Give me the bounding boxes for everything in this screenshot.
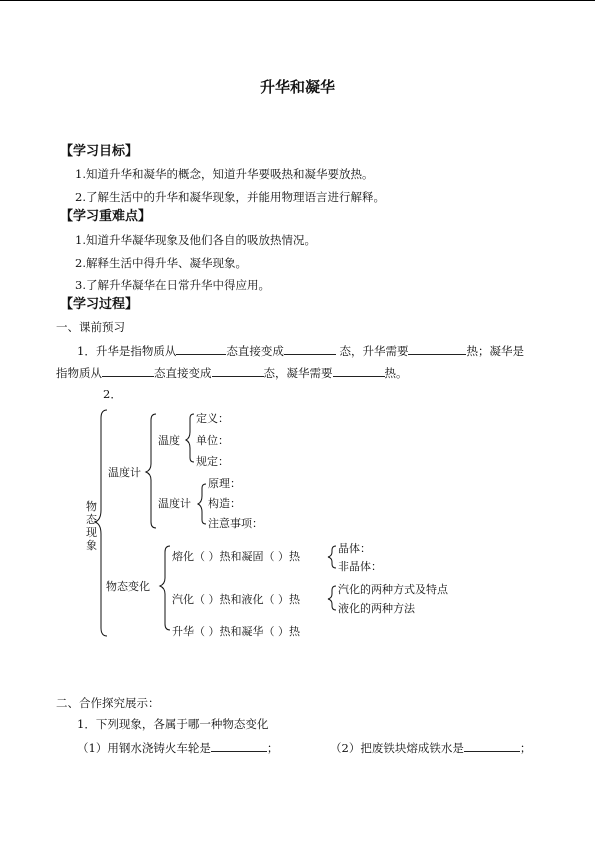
section-2-item-1 xyxy=(77,740,278,755)
q1-text-a: 1．升华是指物质从 xyxy=(77,344,177,358)
q1-text-g: 态，凝华需要 xyxy=(263,366,333,380)
diagram-change-group: 物态变化 xyxy=(106,580,150,593)
goals-header: 【学习目标】 xyxy=(60,144,139,159)
diagram-vapor-ways: 汽化的两种方式及特点 xyxy=(338,583,448,596)
q1-text-c: 态，升华需要 xyxy=(335,344,409,358)
keypoints-header: 【学习重难点】 xyxy=(60,209,152,224)
goal-item-2: 2.了解生活中的升华和凝华现象，并能用物理语言进行解释。 xyxy=(75,190,385,204)
process-header: 【学习过程】 xyxy=(60,297,139,312)
diagram-temperature: 温度 xyxy=(158,434,180,447)
goal-item-1: 1.知道升华和凝华的概念，知道升华要吸热和凝华要放热。 xyxy=(75,167,374,181)
diagram-root-label: 物态现象 xyxy=(86,500,97,552)
diagram-liquefy-ways: 液化的两种方法 xyxy=(338,602,415,615)
diagram-definition: 定义： xyxy=(196,412,229,425)
diagram-unit: 单位： xyxy=(196,434,229,447)
blank-field[interactable] xyxy=(464,740,520,752)
page-title: 升华和凝华 xyxy=(259,78,335,96)
diagram-melt-row: 熔化（ ）热和凝固（ ）热 xyxy=(172,550,300,563)
q1-text-e: 指物质从 xyxy=(56,366,102,380)
diagram-sub-row: 升华（ ）热和凝华（ ）热 xyxy=(172,625,300,638)
diagram-vapor-row: 汽化（ ）热和液化（ ）热 xyxy=(172,593,300,606)
blank-field[interactable] xyxy=(211,740,267,752)
q1-text-f: 态直接变成 xyxy=(154,366,212,380)
item-2-text: （2）把废铁块熔成铁水是 xyxy=(330,741,464,755)
diagram-thermo: 温度计 xyxy=(158,497,191,510)
diagram-thermometer-group: 温度计 xyxy=(108,466,141,479)
section-1-heading: 一、课前预习 xyxy=(56,320,125,334)
question-2-label: 2． xyxy=(103,387,122,401)
section-2-item-2 xyxy=(330,740,531,755)
item-2-end: ； xyxy=(519,741,532,755)
q1-text-d: 热；凝华是 xyxy=(466,344,524,358)
section-2-heading: 二、合作探究展示： xyxy=(56,696,160,710)
diagram-principle: 原理： xyxy=(208,477,241,490)
diagram-noncrystal: 非晶体： xyxy=(338,560,382,573)
diagram-attention: 注意事项： xyxy=(208,517,263,530)
diagram-scale: 规定： xyxy=(196,455,229,468)
q1-text-h: 热。 xyxy=(384,366,408,380)
keypoint-item-2: 2.解释生活中得升华、凝华现象。 xyxy=(75,256,247,270)
keypoint-item-1: 1.知道升华凝华现象及他们各自的吸放热情况。 xyxy=(75,233,316,247)
q1-text-b: 态直接变成 xyxy=(226,344,284,358)
item-1-end: ； xyxy=(266,741,279,755)
diagram-structure: 构造： xyxy=(208,497,241,510)
section-2-question-1: 1．下列现象，各属于哪一种物态变化 xyxy=(77,717,269,731)
item-1-text: （1）用钢水浇铸火车轮是 xyxy=(77,741,211,755)
diagram-crystal: 晶体： xyxy=(338,542,371,555)
keypoint-item-3: 3.了解升华凝华在日常升华中得应用。 xyxy=(75,278,270,292)
